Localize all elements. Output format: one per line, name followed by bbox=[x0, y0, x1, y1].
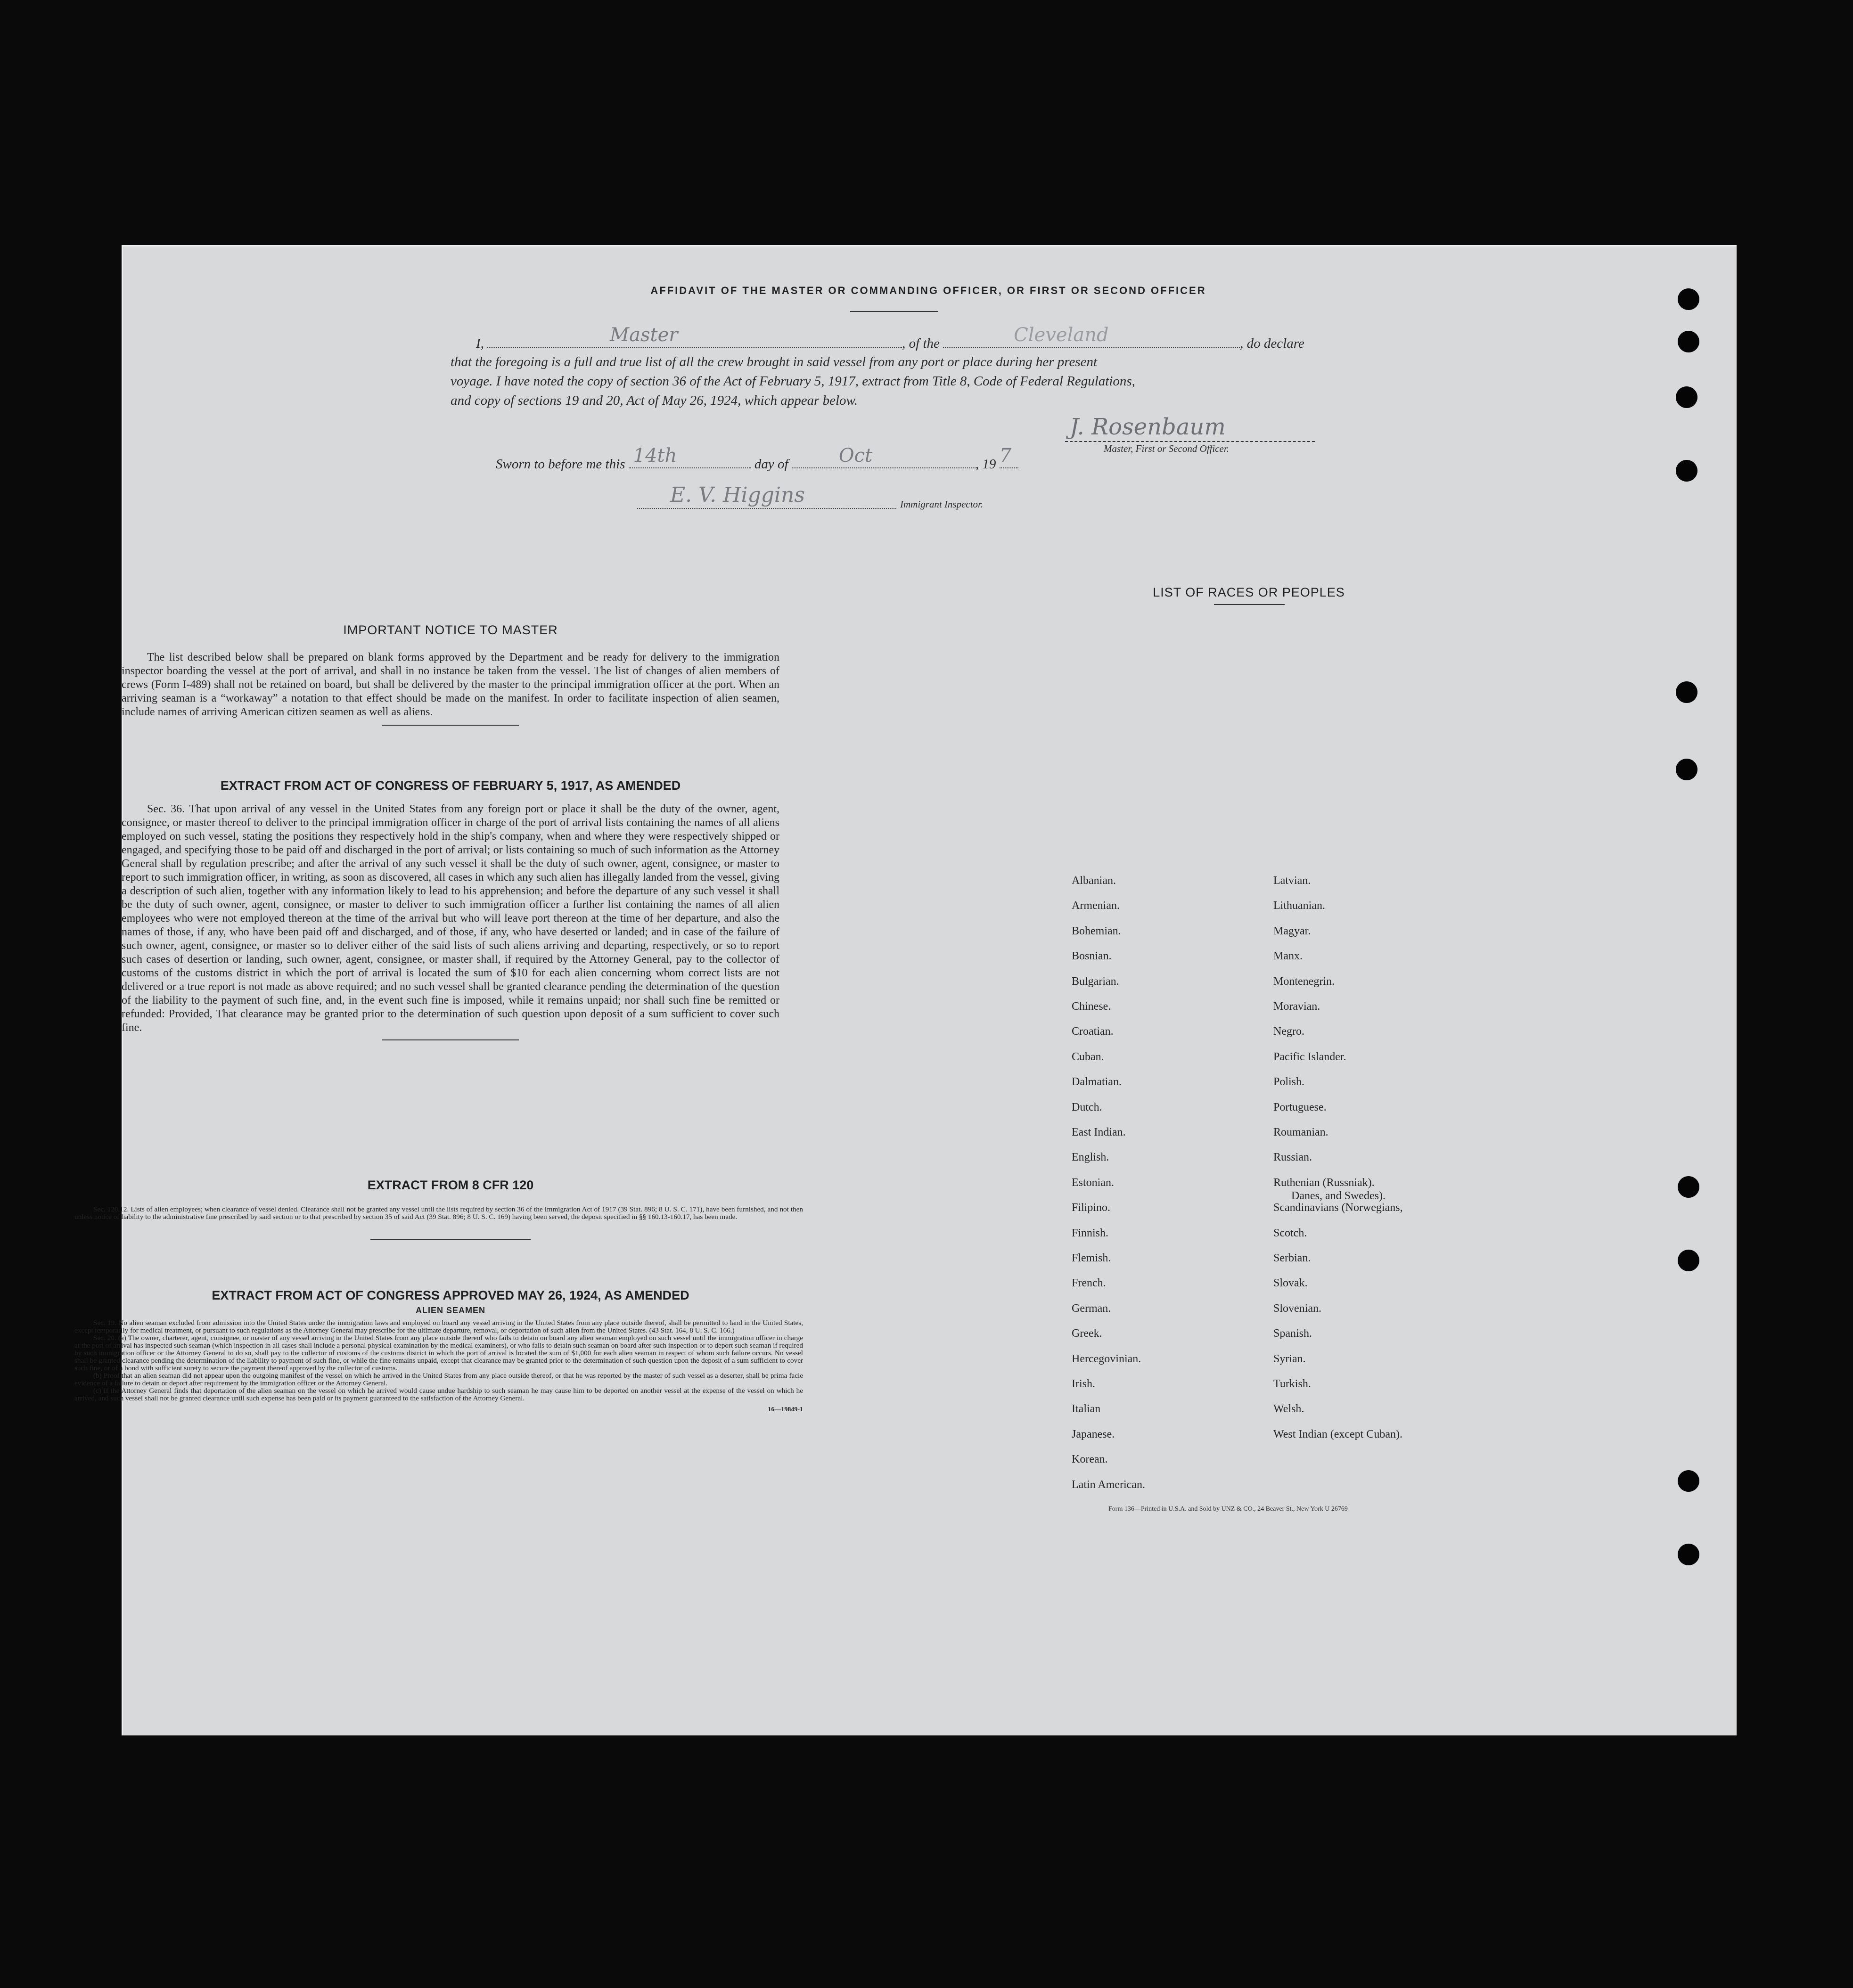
race-item: Latvian. bbox=[1273, 875, 1311, 887]
race-item: Scandinavians (Norwegians, bbox=[1273, 1202, 1403, 1214]
race-item: Danes, and Swedes). bbox=[1291, 1189, 1386, 1202]
master-name-field[interactable] bbox=[487, 324, 902, 348]
punch-hole bbox=[1678, 1544, 1699, 1565]
affidavit-title-rule bbox=[850, 311, 938, 312]
race-item: Korean. bbox=[1072, 1453, 1108, 1466]
race-item: Slovak. bbox=[1273, 1277, 1308, 1290]
extract-1917-title: EXTRACT FROM ACT OF CONGRESS OF FEBRUARY 5, 1917, AS AMENDED bbox=[220, 778, 681, 793]
race-item: Spanish. bbox=[1273, 1327, 1312, 1340]
race-item: Finnish. bbox=[1072, 1227, 1109, 1239]
extract-1924-body bbox=[74, 1319, 803, 1414]
cfr-section bbox=[74, 1178, 803, 1240]
punch-hole bbox=[1676, 759, 1697, 780]
race-item: Albanian. bbox=[1072, 875, 1116, 887]
race-item: Negro. bbox=[1273, 1025, 1304, 1038]
extract-1924-code: 16—19849-1 bbox=[768, 1406, 803, 1413]
race-item: Flemish. bbox=[1072, 1252, 1111, 1264]
race-item: German. bbox=[1072, 1302, 1111, 1315]
sworn-year-field[interactable] bbox=[999, 445, 1018, 468]
affidavit-line-2: that the foregoing is a full and true list of all the crew brought in said vessel from any port or place during her present bbox=[451, 354, 1098, 369]
extract-1924-title: EXTRACT FROM ACT OF CONGRESS APPROVED MAY 26, 1924, AS AMENDED bbox=[212, 1288, 689, 1302]
sworn-line bbox=[496, 445, 1018, 472]
race-item: Russian. bbox=[1273, 1151, 1312, 1164]
race-item: Slovenian. bbox=[1273, 1302, 1321, 1315]
form-footer: Form 136—Printed in U.S.A. and Sold by UNZ & CO., 24 Beaver St., New York U 26769 bbox=[1108, 1505, 1348, 1513]
races-title-rule bbox=[1214, 604, 1285, 605]
affidavit-title: AFFIDAVIT OF THE MASTER OR COMMANDING OFFICER, OR FIRST OR SECOND OFFICER bbox=[650, 285, 1206, 296]
race-item: Polish. bbox=[1273, 1076, 1305, 1088]
sworn-month-handwriting: Oct bbox=[838, 445, 873, 466]
race-item: Roumanian. bbox=[1273, 1126, 1328, 1138]
race-item: Syrian. bbox=[1273, 1352, 1306, 1365]
notice-title: IMPORTANT NOTICE TO MASTER bbox=[343, 623, 558, 637]
cfr-title: EXTRACT FROM 8 CFR 120 bbox=[367, 1178, 534, 1192]
race-item: Lithuanian. bbox=[1273, 900, 1325, 912]
race-item: East Indian. bbox=[1072, 1126, 1126, 1138]
race-item: Magyar. bbox=[1273, 924, 1311, 937]
race-item: English. bbox=[1072, 1151, 1109, 1164]
races-title: LIST OF RACES OR PEOPLES bbox=[1153, 585, 1345, 599]
race-item: Turkish. bbox=[1273, 1378, 1311, 1390]
race-item: Bulgarian. bbox=[1072, 975, 1119, 988]
master-signature-field[interactable] bbox=[1065, 414, 1315, 442]
divider bbox=[370, 1239, 531, 1240]
punch-hole bbox=[1678, 1176, 1699, 1198]
race-item: Dutch. bbox=[1072, 1101, 1102, 1113]
race-item: Ruthenian (Russniak). bbox=[1273, 1176, 1375, 1189]
punch-hole bbox=[1676, 386, 1697, 408]
sworn-year-handwriting: 7 bbox=[999, 445, 1012, 466]
punch-hole bbox=[1678, 1470, 1699, 1492]
master-signature: J. Rosenbaum bbox=[1070, 414, 1226, 440]
inspector-signature: E. V. Higgins bbox=[670, 483, 805, 507]
affidavit-line-1 bbox=[476, 324, 1304, 352]
master-name-handwriting: Master bbox=[610, 324, 678, 346]
race-item: Croatian. bbox=[1072, 1025, 1114, 1038]
notice-section bbox=[122, 623, 779, 726]
race-item: Serbian. bbox=[1273, 1252, 1311, 1264]
inspector-caption: Immigrant Inspector. bbox=[900, 499, 984, 510]
race-item: Chinese. bbox=[1072, 1000, 1111, 1013]
race-item: Latin American. bbox=[1072, 1478, 1145, 1491]
race-item: Hercegovinian. bbox=[1072, 1352, 1141, 1365]
vessel-name-handwriting: Cleveland bbox=[1014, 324, 1109, 346]
cfr-text: Sec. 120.12. Lists of alien employees; when clearance of vessel denied. Clearance shall not be granted any vessel until the lists required by section 36 of the Immigration Act of 1917 (39 Stat. 896; 8 U. S. C. 171), have been furnished, and not then unless notice of liability to the administrative fine prescribed by said section or to that prescribed by section 35 of said Act (39 Stat. 896; 8 U. S. C. 169) having been served, the deposit specified in §§ 160.13-160.17, has been made. bbox=[74, 1205, 803, 1221]
race-item: West Indian (except Cuban). bbox=[1273, 1428, 1402, 1440]
race-item: Armenian. bbox=[1072, 900, 1120, 912]
race-item: French. bbox=[1072, 1277, 1106, 1290]
punch-hole bbox=[1676, 681, 1697, 703]
affidavit-declare: , do declare bbox=[1240, 336, 1304, 351]
notice-text: The list described below shall be prepared on blank forms approved by the Department and be ready for delivery to the immigration inspector boarding the vessel at the port of arrival, and shall in no instance be taken from the vessel. The list of changes of alien members of crews (Form I-489) shall not be retained on board, but shall be delivered by the master to the principal immigration officer at the port. When an arriving seaman is a “workaway” a notation to that effect should be made on the manifest. In order to facilitate inspection of alien seamen, include names of arriving American citizen seamen as well as aliens. bbox=[122, 651, 779, 718]
punch-hole bbox=[1678, 331, 1699, 352]
race-item: Portuguese. bbox=[1273, 1101, 1327, 1113]
sworn-day-handwriting: 14th bbox=[633, 445, 677, 466]
divider bbox=[382, 725, 519, 726]
affidavit-line-4: and copy of sections 19 and 20, Act of May 26, 1924, which appear below. bbox=[451, 393, 858, 408]
race-item: Welsh. bbox=[1273, 1403, 1304, 1415]
race-item: Italian bbox=[1072, 1403, 1101, 1415]
sworn-day-of: day of bbox=[754, 457, 788, 472]
race-item: Manx. bbox=[1273, 950, 1303, 963]
sworn-prefix: Sworn to before me this bbox=[496, 457, 625, 472]
affidavit-i: I, bbox=[476, 336, 484, 351]
punch-hole bbox=[1678, 1250, 1699, 1271]
vessel-name-field[interactable] bbox=[943, 324, 1240, 348]
race-item: Pacific Islander. bbox=[1273, 1050, 1346, 1063]
extract-1924-sec19: Sec. 19. No alien seaman excluded from admission into the United States under the immigration laws and employed on board any vessel arriving in the United States from any place outside thereof, shall be permitted to land in the United States, except temporarily for medical treatment, or pursuant to such regulations as the Attorney General may prescribe for the ultimate departure, removal, or deportation of such alien from the United States. (43 Stat. 164, 8 U. S. C. 166.) bbox=[74, 1319, 803, 1334]
extract-1924-sec20c: (c) If the Attorney General finds that deportation of the alien seaman on the vessel on which he arrived would cause undue hardship to such seaman he may cause him to be deported on another vessel at the expense of the vessel on which he arrived, and such vessel shall not be granted clearance until such expense has been paid or its payment guaranteed to the satisfaction of the Attorney General. bbox=[74, 1387, 803, 1402]
race-item: Estonian. bbox=[1072, 1176, 1114, 1189]
extract-1924-sec20a: Sec. 20. (a) The owner, charterer, agent, consignee, or master of any vessel arriving in the United States from any place outside thereof who fails to detain on board any alien seaman employed on such vessel until the immigration officer in charge at the port of arrival has inspected such seaman (which inspection in all cases shall include a personal physical examination by the medical examiners), or who fails to detain such seaman on board after such inspection or to deport such seaman if required by such immigration officer or the Attorney General to do so, shall pay to the collector of customs of the customs district in which the port of arrival is located the sum of $1,000 for each alien seaman in respect of whom such failure occurs. No vessel shall be granted clearance pending the determination of the liability to payment of such fine, or while the fine remains unpaid, except that clearance may be granted prior to the determination of such question upon the deposit of a sum sufficient to cover such fine, or of a bond with sufficient surety to secure the payment thereof approved by the collector of customs. bbox=[74, 1334, 803, 1372]
master-caption: Master, First or Second Officer. bbox=[1104, 443, 1229, 454]
race-item: Bosnian. bbox=[1072, 950, 1112, 963]
extract-1924-subtitle: ALIEN SEAMEN bbox=[415, 1306, 485, 1315]
sworn-year-prefix: , 19 bbox=[975, 457, 996, 472]
punch-hole bbox=[1676, 460, 1697, 482]
race-item: Bohemian. bbox=[1072, 924, 1121, 937]
extract-1917-text: Sec. 36. That upon arrival of any vessel in the United States from any foreign port or place it shall be the duty of the owner, agent, consignee, or master thereof to deliver to the principal immigration officer in charge of the port of arrival lists containing the names of all aliens employed on such vessel, stating the positions they respectively hold in the ship's company, when and where they were respectively shipped or engaged, and specifying those to be paid off and discharged in the port of arrival; or lists containing so much of such information as the Attorney General shall by regulation prescribe; and after the arrival of any such vessel it shall be the duty of such owner, agent, consignee, or master to report to such immigration officer, in writing, as soon as discovered, all cases in which any such alien has illegally landed from the vessel, giving a description of such alien, together with any information likely to lead to his apprehension; and before the departure of any such vessel it shall be the duty of such owner, agent, consignee, or master to deliver to such immigration officer a further list containing the names of all alien employees who were not employed thereon at the time of the arrival but who will leave port thereon at the time of her departure, and also the names of those, if any, who have been paid off and discharged, and of those, if any, who have deserted or landed; and in case of the failure of such owner, agent, consignee, or master so to deliver either of the said lists of such aliens arriving and departing, respectively, or so to report such cases of desertion or landing, such owner, agent, consignee, or master shall, if required by the Attorney General, pay to the collector of customs of the customs district in which the port of arrival is located the sum of $10 for each alien concerning whom correct lists are not delivered or a true report is not made as above required; and no such vessel shall be granted clearance pending the determination of the question of the liability to the payment of such fine, and, in the event such fine is imposed, while it remains unpaid; nor shall such fine be remitted or refunded: Provided, That clearance may be granted prior to the determination of such question upon deposit of a sum sufficient to cover such fine. bbox=[122, 803, 779, 1034]
race-item: Scotch. bbox=[1273, 1227, 1307, 1239]
sworn-month-field[interactable] bbox=[792, 445, 976, 468]
affidavit-line-3: voyage. I have noted the copy of section 36 of the Act of February 5, 1917, extract from Title 8, Code of Federal Regulations, bbox=[451, 374, 1135, 389]
race-item: Filipino. bbox=[1072, 1202, 1111, 1214]
race-item: Montenegrin. bbox=[1273, 975, 1335, 988]
affidavit-of-the: , of the bbox=[902, 336, 940, 351]
race-item: Dalmatian. bbox=[1072, 1076, 1122, 1088]
extract-1924-sec20b: (b) Proof that an alien seaman did not appear upon the outgoing manifest of the vessel on which he arrived in the United States from any place outside thereof, or that he was reported by the master of such vessel as a deserter, shall be prima facie evidence of a failure to detain or deport after requirement by the immigration officer or the Attorney General. bbox=[74, 1372, 803, 1387]
race-item: Greek. bbox=[1072, 1327, 1102, 1340]
divider bbox=[382, 1039, 519, 1040]
race-item: Japanese. bbox=[1072, 1428, 1115, 1440]
extract-1917-section bbox=[122, 778, 779, 1040]
sworn-day-field[interactable] bbox=[629, 445, 751, 468]
inspector-signature-field[interactable] bbox=[637, 483, 896, 509]
race-item: Moravian. bbox=[1273, 1000, 1320, 1013]
extract-1924-section bbox=[74, 1288, 803, 1414]
race-item: Cuban. bbox=[1072, 1050, 1104, 1063]
race-item: Irish. bbox=[1072, 1378, 1095, 1390]
